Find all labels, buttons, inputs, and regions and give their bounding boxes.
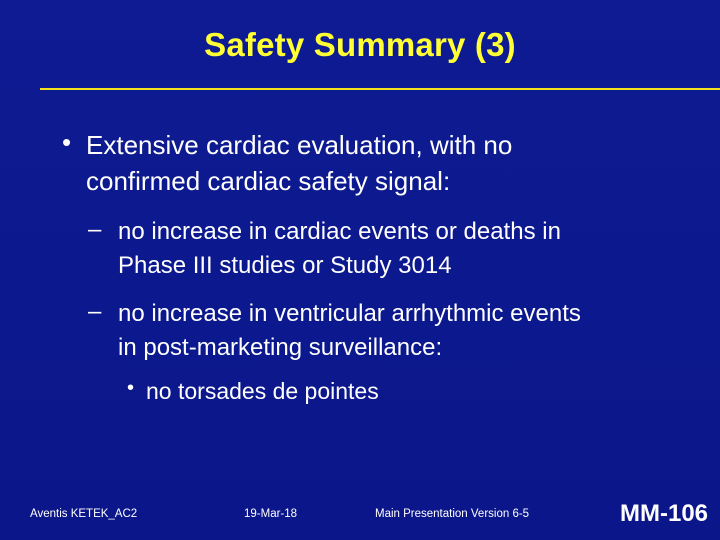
dash-icon: – [88, 298, 102, 325]
bullet-dot-icon: • [62, 127, 72, 157]
bullet-l1-line2: confirmed cardiac safety signal: [86, 166, 451, 196]
sub-bullet-2 [118, 297, 688, 365]
bullet-text-l1 [86, 127, 686, 199]
sub-bullet-1 [118, 215, 688, 283]
slide-title: Safety Summary (3) [204, 26, 516, 63]
sub-bullet-2-line2: in post-marketing surveillance: [118, 334, 443, 361]
sub-sub-bullet: no torsades de pointes [146, 378, 379, 404]
footer-date: 19-Mar-18 [244, 508, 298, 520]
slide-code: MM-106 [620, 500, 709, 527]
footer-version: Main Presentation Version 6-5 [375, 508, 530, 520]
footer-left: Aventis KETEK_AC2 [30, 508, 138, 520]
title-underline [40, 88, 720, 90]
dash-icon: – [88, 216, 102, 243]
sub-bullet-1-line2: Phase III studies or Study 3014 [118, 252, 452, 279]
bullet-l1-line1: Extensive cardiac evaluation, with no [86, 130, 513, 160]
bullet-dot-icon: • [127, 377, 135, 399]
sub-bullet-1-line1: no increase in cardiac events or deaths in [118, 218, 561, 245]
sub-bullet-2-line1: no increase in ventricular arrhythmic events [118, 300, 581, 327]
